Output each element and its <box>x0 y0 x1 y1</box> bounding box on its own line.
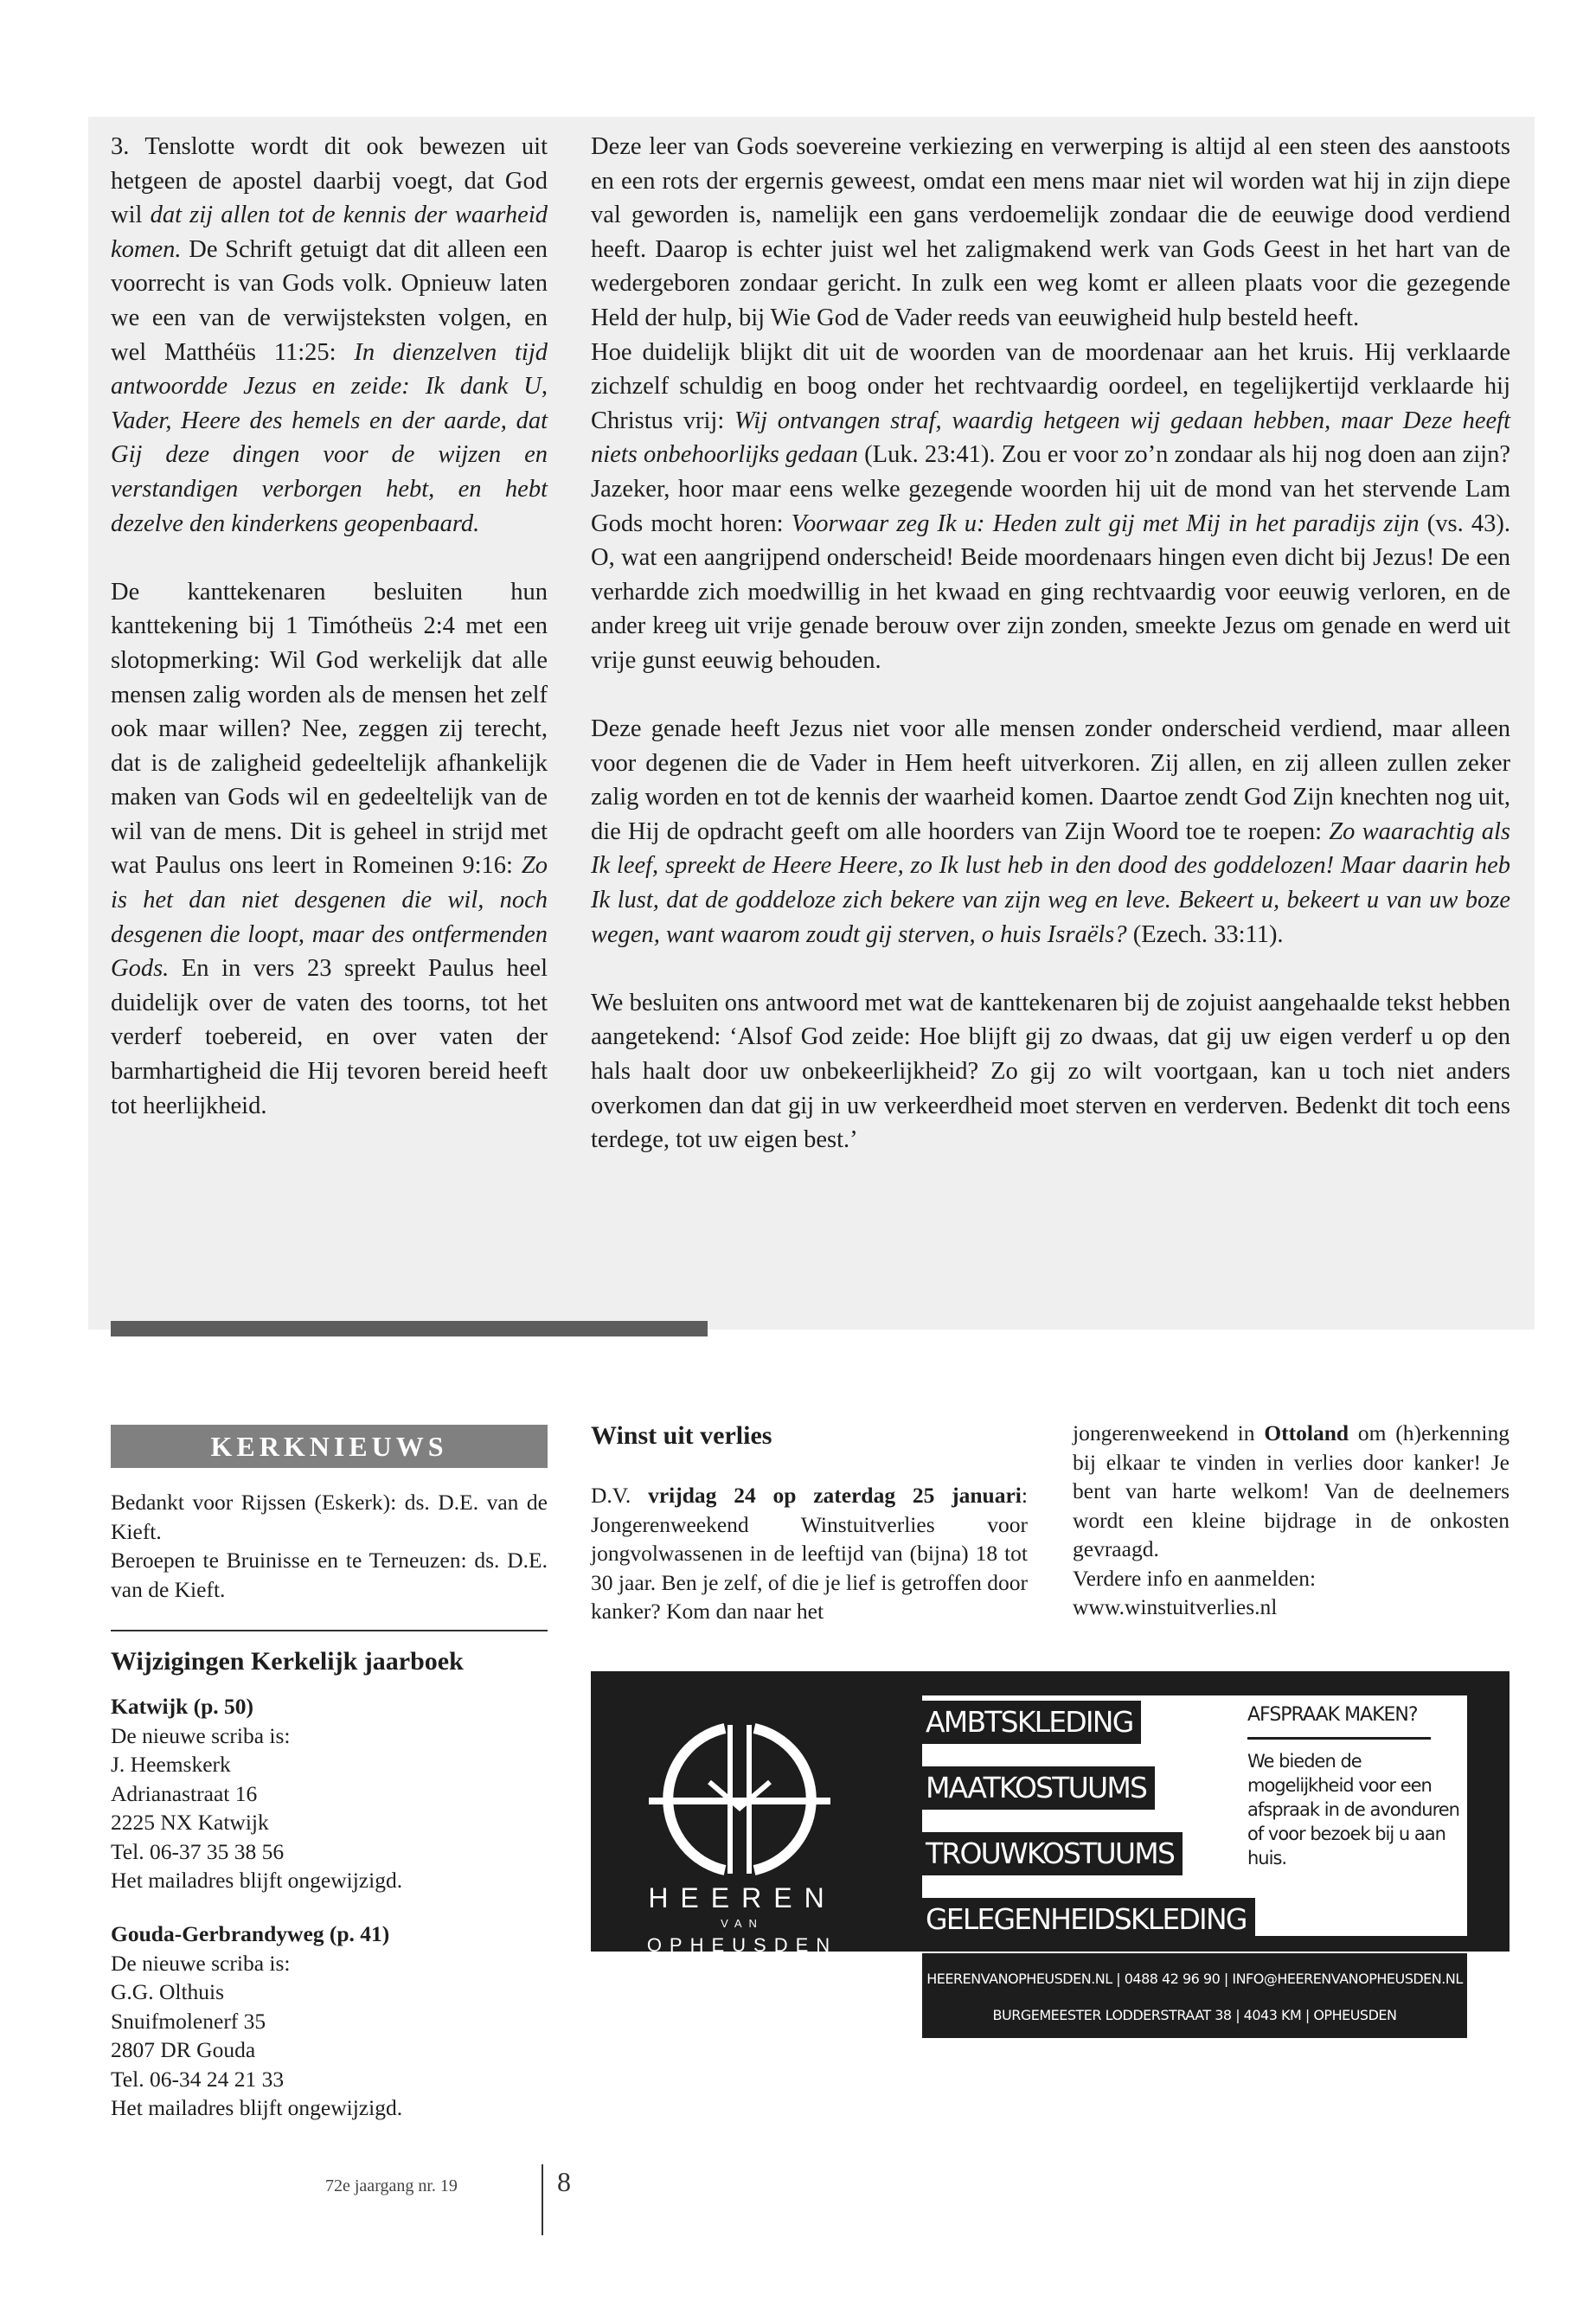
jaarboek-entry-katwijk <box>111 1692 548 1895</box>
text-run: De kanttekenaren besluiten hun kanttekening bij 1 Timótheüs 2:4 met een slotopmerking: Wil God werkelijk dat alle mensen zalig worden als de mensen het zelf ook maar willen? Nee, zeggen zij terecht, dat is de zaligheid gedeeltelijk afhankelijk maken van Gods wil en gedeeltelijk van de wil van de mens. Dit is geheel in strijd met wat Paulus ons leert in Romeinen 9:16: <box>111 578 548 880</box>
tag-maatkostuums: MAATKOSTUUMS <box>917 1766 1155 1810</box>
ad-brand-name: HEEREN <box>648 1882 836 1913</box>
text-run: En in vers 23 spreekt Paulus heel duidelijk over de vaten des toorns, tot het verderf toebereid, en over vaten der barmhartigheid die Hij tevoren bereid heeft tot heerlijkheid. <box>111 955 548 1119</box>
kerknieuws-heading: KERKNIEUWS <box>111 1425 548 1468</box>
ad-address-line: BURGEMEESTER LODDERSTRAAT 38 | 4043 KM | OPHEUSDEN <box>992 2007 1397 2023</box>
winst-right-text <box>1073 1419 1509 1622</box>
article-left-column <box>111 130 548 1123</box>
afspraak-title: AFSPRAAK MAKEN? <box>1247 1704 1418 1726</box>
winst-left-text <box>591 1481 1028 1626</box>
afspraak-text: We bieden de mogelijkheid voor een afspraak in de avonduren of voor bezoek bij u aan huis. <box>1247 1751 1459 1868</box>
article-paragraph <box>591 130 1510 336</box>
text-run: D.V. <box>591 1483 649 1508</box>
tag-trouwkostuums: TROUWKOSTUUMS <box>917 1832 1183 1875</box>
jaarboek-line: Het mailadres blijft ongewijzigd. <box>111 1868 403 1893</box>
jaarboek-entry-gouda <box>111 1920 548 2123</box>
article-paragraph <box>591 986 1510 1157</box>
bold-run: vrijdag 24 op zaterdag 25 januari <box>648 1483 1022 1508</box>
jaarboek-line: Het mailadres blijft ongewijzigd. <box>111 2095 403 2120</box>
article-paragraph <box>591 336 1510 678</box>
article-right-column <box>591 130 1510 1157</box>
kerknieuws-body <box>111 1488 548 1604</box>
jaarboek-line: G.G. Olthuis <box>111 1979 225 2004</box>
heeren-logo-icon <box>640 1721 839 1877</box>
article-paragraph <box>111 575 548 1124</box>
jaarboek-line: Tel. 06-34 24 21 33 <box>111 2066 285 2092</box>
text-run: 3. Tenslotte wordt dit ook bewezen uit hetgeen de apostel daarbij voegt, dat God wil <box>111 133 548 229</box>
text-run: (vs. 43). O, wat een aangrijpend onderscheid! Beide moordenaars hingen even dicht bij Jezus! De een verhardde zich moedwillig in het kwaad en ging rechtvaardig voor eeuwig verloren, en de ander kreeg uit vrije genade berouw over zijn zonden, smeekte Jezus om genade en werd uit vrije gunst eeuwig behouden. <box>591 510 1510 674</box>
jaarboek-line: Tel. 06-37 35 38 56 <box>111 1838 285 1864</box>
winst-paragraph <box>1073 1419 1509 1564</box>
winst-paragraph <box>591 1481 1028 1626</box>
page-number: 8 <box>557 2166 571 2197</box>
section-divider-bar <box>111 1321 708 1336</box>
divider-line <box>111 1630 548 1631</box>
ad-contact-line: HEERENVANOPHEUSDEN.NL | 0488 42 96 90 | INFO@HEERENVANOPHEUSDEN.NL <box>926 1971 1463 1987</box>
text-run: Deze genade heeft Jezus niet voor alle mensen zonder onderscheid verdiend, maar alleen voor degenen die de Vader in Hem heeft uitverkoren. Zij allen, en zij alleen zullen zeker zalig worden en tot de kennis der waarheid komen. Daartoe zendt God Zijn knechten nog uit, die Hij de opdracht geeft om alle hoorders van Zijn Woord toe te roepen: <box>591 715 1510 845</box>
article-paragraph <box>111 130 548 541</box>
text-run: (Ezech. 33:11). <box>1126 920 1284 948</box>
ad-brand-place: OPHEUSDEN <box>646 1934 838 1956</box>
jaarboek-line: 2225 NX Katwijk <box>111 1810 269 1835</box>
ad-contact-bar <box>922 1953 1467 2038</box>
jaarboek-place: Gouda-Gerbrandyweg (p. 41) <box>111 1921 390 1946</box>
jaarboek-line: Adrianastraat 16 <box>111 1780 258 1806</box>
footer-divider <box>542 2164 543 2235</box>
text-run: Hoe duidelijk blijkt dit uit de woorden van de moordenaar aan het kruis. Hij verklaarde zichzelf schuldig en boog onder het rechtvaardig oordeel, en tegelijkertijd verklaarde hij Christus vrij: <box>591 338 1510 434</box>
text-run: om (h)erkenning bij elkaar te vinden in verlies door kanker! Je bent van harte welkom! Van de deelnemers wordt een kleine bijdrage in de onkosten gevraagd. <box>1073 1420 1510 1561</box>
text-run: : Jongerenweekend Winstuitverlies voor jongvolwassenen in de leeftijd van (bijna) 18 tot 30 jaar. Ben je zelf, of die je lief is getroffen door kanker? Kom dan naar het <box>591 1483 1028 1624</box>
jaarboek-line: Snuifmolenerf 35 <box>111 2008 266 2034</box>
jaarboek-place: Katwijk (p. 50) <box>111 1694 254 1719</box>
text-run: We besluiten ons antwoord met wat de kanttekenaren bij de zojuist aangehaalde tekst hebben aangetekend: ‘Alsof God zeide: Hoe blijft gij zo dwaas, dat gij uw eigen verderf u op den hals haalt door uw onbekeerlijkheid? Zo gij zo wilt voortgaan, kan u toch niet anders overkomen dan dat gij in uw verkeerdheid moet sterven en verderven. Bedenkt dit toch eens terdege, tot uw eigen best.’ <box>591 989 1510 1154</box>
jaarboek-line: 2807 DR Gouda <box>111 2037 256 2062</box>
bold-run: Ottoland <box>1264 1420 1349 1445</box>
jaarboek-line: De nieuwe scriba is: <box>111 1722 291 1748</box>
italic-run: dat zij allen tot de kennis der waarheid komen. <box>111 202 548 263</box>
jaarboek-line: J. Heemskerk <box>111 1752 231 1777</box>
italic-run: Zo waarachtig als Ik leef, spreekt de Heere Heere, zo Ik lust heb in den dood des goddelozen! Maar daarin heb Ik lust, dat de goddeloze zich bekere van zijn weg en leve. Bekeert u, bekeert u van uw boze wegen, want waarom zoudt gij sterven, o huis Israëls? <box>591 817 1510 948</box>
kerknieuws-line: Bedankt voor Rijssen (Eskerk): ds. D.E. van de Kieft. <box>111 1490 548 1544</box>
footer-journal: 72e jaargang nr. 19 <box>325 2176 458 2195</box>
text-run: De Schrift getuigt dat dit alleen een voorrecht is van Gods volk. Opnieuw laten we een van de verwijsteksten volgen, en wel Matthéüs 11:25: <box>111 235 548 366</box>
ad-brand-van: VAN <box>721 1917 764 1930</box>
tag-gelegenheidskleding: GELEGENHEIDSKLEDING <box>917 1898 1255 1941</box>
italic-run: In dienzelven tijd antwoordde Jezus en zeide: Ik dank U, Vader, Heere des hemels en der aarde, dat Gij deze dingen voor de wijzen en verstandigen verborgen hebt, en hebt dezelve den kinderkens geopenbaard. <box>111 338 548 537</box>
italic-run: Wij ontvangen straf, waardig hetgeen wij gedaan hebben, maar Deze heeft niets onbehoorlijks gedaan <box>591 407 1510 469</box>
article-paragraph <box>591 712 1510 952</box>
text-run: Deze leer van Gods soevereine verkiezing en verwerping is altijd al een steen des aanstoots en een rots der ergernis geweest, omdat een mens maar niet wil worden wat hij in zijn diepe val geworden is, namelijk een gans verdoemelijk zondaar die de eeuwige dood verdiend heeft. Daarop is echter juist wel het zaligmakend werk van Gods Geest in het hart van de wedergeboren zondaar gericht. In zulk een weg komt er alleen plaats voor die gezegende Held der hulp, bij Wie God de Vader reeds van eeuwigheid hulp besteld heeft. <box>591 133 1510 331</box>
jaarboek-title: Wijzigingen Kerkelijk jaarboek <box>111 1647 464 1676</box>
jaarboek-line: De nieuwe scriba is: <box>111 1950 291 1976</box>
afspraak-rule <box>1247 1737 1431 1740</box>
text-run: jongerenweekend in <box>1073 1420 1265 1445</box>
kerknieuws-line: Beroepen te Bruinisse en te Terneuzen: ds. D.E. van de Kieft. <box>111 1548 548 1602</box>
winst-title: Winst uit verlies <box>591 1421 772 1450</box>
winst-url-link[interactable]: www.winstuitverlies.nl <box>1073 1594 1278 1619</box>
italic-run: Voorwaar zeg Ik u: Heden zult gij met Mij in het paradijs zijn <box>791 510 1420 537</box>
winst-info-line: Verdere info en aanmelden: <box>1073 1565 1317 1591</box>
text-run: (Luk. 23:41). Zou er voor zo’n zondaar als hij nog doen aan zijn? Jazeker, hoor maar eens welke gezegende woorden hij uit de mond van het stervende Lam Gods mocht horen: <box>591 441 1510 537</box>
italic-run: Zo is het dan niet desgenen die wil, noch desgenen die loopt, maar des ontfermenden Gods. <box>111 852 548 983</box>
tag-ambtskleding: AMBTSKLEDING <box>917 1701 1141 1744</box>
